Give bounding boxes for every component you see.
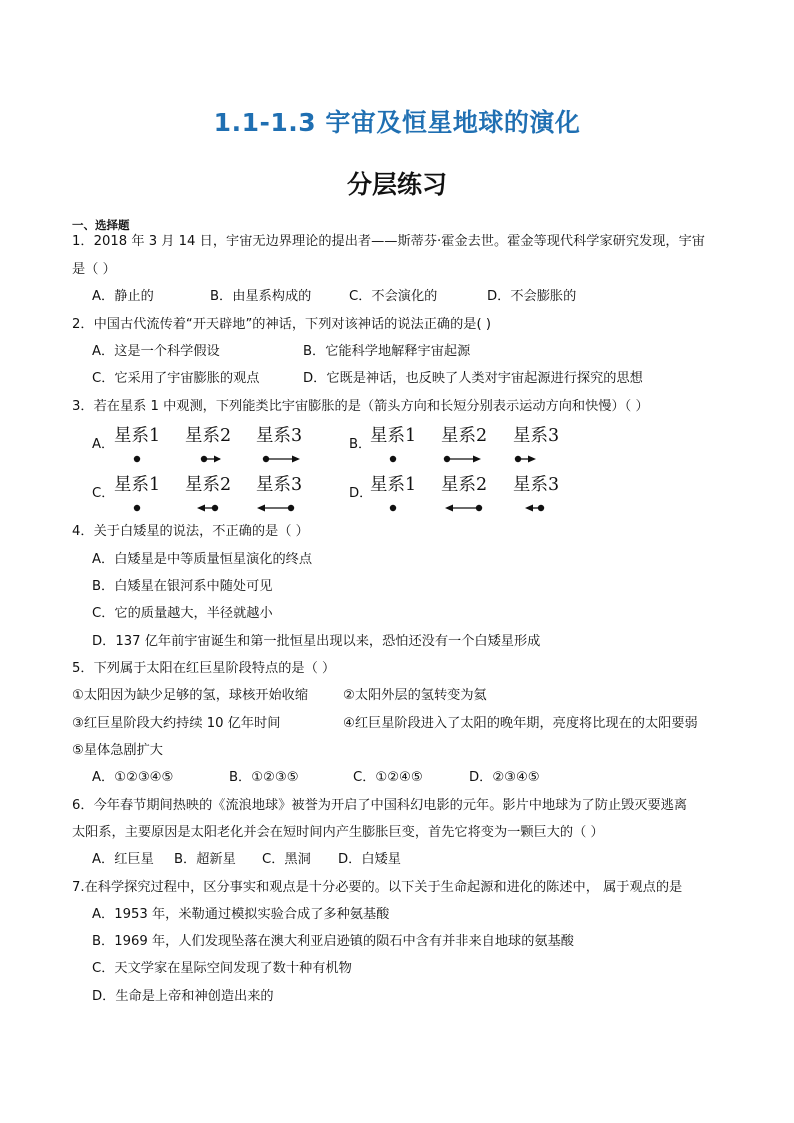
q3-b-galaxy1-label: 星系1 [370,426,417,446]
q3-a-galaxy1-label: 星系1 [114,426,161,446]
arrow-head-icon [257,505,265,512]
q4-option-a: A．白矮星是中等质量恒星演化的终点 [92,552,313,567]
q6-stem-line1: 6．今年春节期间热映的《流浪地球》被誉为开启了中国科幻电影的元年。影片中地球为了防止毁灭要逃离 [72,798,688,813]
q1-stem-line2: 是（ ） [72,262,116,277]
arrow-head-icon [525,505,533,512]
q2-stem: 2．中国古代流传着“开天辟地”的神话，下列对该神话的说法正确的是( ) [72,317,491,332]
q3-a-galaxy2-label: 星系2 [185,426,232,446]
q7-option-b: B．1969 年，人们发现坠落在澳大利亚启逊镇的陨石中含有并非来自地球的氨基酸 [92,934,574,949]
page-subtitle: 分层练习 [346,170,447,199]
q3-stem: 3．若在星系 1 中观测，下列能类比宇宙膨胀的是（箭头方向和长短分别表示运动方向和快慢）（ ） [72,399,649,414]
q1-option-b: B．由星系构成的 [210,289,312,304]
q1-option-d: D．不会膨胀的 [487,289,577,304]
q1-option-a: A．静止的 [92,289,154,304]
arrow-head-icon [214,456,221,463]
q3-c-galaxy3-label: 星系3 [256,475,303,495]
arrow-head-icon [292,456,300,463]
galaxy-dot [390,456,396,462]
page-title: 1.1-1.3 宇宙及恒星地球的演化 [213,108,581,137]
q3-option-c: C． [92,486,115,501]
q5-stem: 5．下列属于太阳在红巨星阶段特点的是（ ） [72,661,336,676]
q7-stem: 7.在科学探究过程中，区分事实和观点是十分必要的。以下关于生命起源和进化的陈述中， 属于观点的是 [72,880,683,895]
q5-option-d: D．②③④⑤ [469,770,540,785]
galaxy-dot [134,456,140,462]
q3-a-galaxy3-label: 星系3 [256,426,303,446]
q3-b-arrows [376,450,576,470]
q5-option-a: A．①②③④⑤ [92,770,174,785]
q3-b-galaxy3-label: 星系3 [513,426,560,446]
q6-option-a: A．红巨星 [92,852,154,867]
q3-d-arrows [376,499,576,519]
galaxy-dot [134,505,140,511]
q3-d-galaxy3-label: 星系3 [513,475,560,495]
q6-option-d: D．白矮星 [338,852,401,867]
q3-option-d: D． [349,486,373,501]
q5-option-c: C．①②④⑤ [353,770,423,785]
q3-c-galaxy2-label: 星系2 [185,475,232,495]
q4-stem: 4．关于白矮星的说法，不正确的是（ ） [72,524,309,539]
q4-option-b: B．白矮星在银河系中随处可见 [92,579,273,594]
q3-b-galaxy2-label: 星系2 [441,426,488,446]
q5-statement-1: ①太阳因为缺少足够的氢，球核开始收缩 [72,688,309,703]
q2-option-c: C．它采用了宇宙膨胀的观点 [92,371,260,386]
q3-d-galaxy2-label: 星系2 [441,475,488,495]
q3-c-arrows [120,499,320,519]
q5-statement-4: ④红巨星阶段进入了太阳的晚年期，亮度将比现在的太阳要弱 [343,716,698,731]
q7-option-d: D．生命是上帝和神创造出来的 [92,989,274,1004]
q6-stem-line2: 太阳系，主要原因是太阳老化并会在短时间内产生膨胀巨变，首先它将变为一颗巨大的（ ） [72,825,604,840]
q4-option-c: C．它的质量越大，半径就越小 [92,606,273,621]
q3-a-arrows [120,450,320,470]
section-heading: 一、选择题 [72,218,130,232]
q7-option-a: A．1953 年，米勒通过模拟实验合成了多种氨基酸 [92,907,390,922]
q5-statement-5: ⑤星体急剧扩大 [72,743,163,758]
q3-d-galaxy1-label: 星系1 [370,475,417,495]
q3-option-b: B． [349,437,372,452]
q6-option-b: B．超新星 [174,852,236,867]
q4-option-d: D．137 亿年前宇宙诞生和第一批恒星出现以来，恐怕还没有一个白矮星形成 [92,634,541,649]
arrow-head-icon [197,505,205,512]
galaxy-dot [390,505,396,511]
q7-option-c: C．天文学家在星际空间发现了数十种有机物 [92,961,352,976]
q1-stem-line1: 1．2018 年 3 月 14 日，宇宙无边界理论的提出者——斯蒂芬·霍金去世。霍金等现代科学家研究发现，宇宙 [72,234,705,249]
q5-statement-2: ②太阳外层的氢转变为氦 [343,688,487,703]
arrow-head-icon [473,456,481,463]
q2-option-d: D．它既是神话，也反映了人类对宇宙起源进行探究的思想 [303,371,643,386]
arrow-head-icon [445,505,453,512]
q3-option-a: A． [92,437,115,452]
q5-option-b: B．①②③⑤ [229,770,299,785]
q5-statement-3: ③红巨星阶段大约持续 10 亿年时间 [72,716,281,731]
arrow-head-icon [528,456,536,463]
q2-option-a: A．这是一个科学假设 [92,344,220,359]
q3-c-galaxy1-label: 星系1 [114,475,161,495]
q1-option-c: C．不会演化的 [349,289,438,304]
q2-option-b: B．它能科学地解释宇宙起源 [303,344,471,359]
q6-option-c: C．黑洞 [262,852,311,867]
